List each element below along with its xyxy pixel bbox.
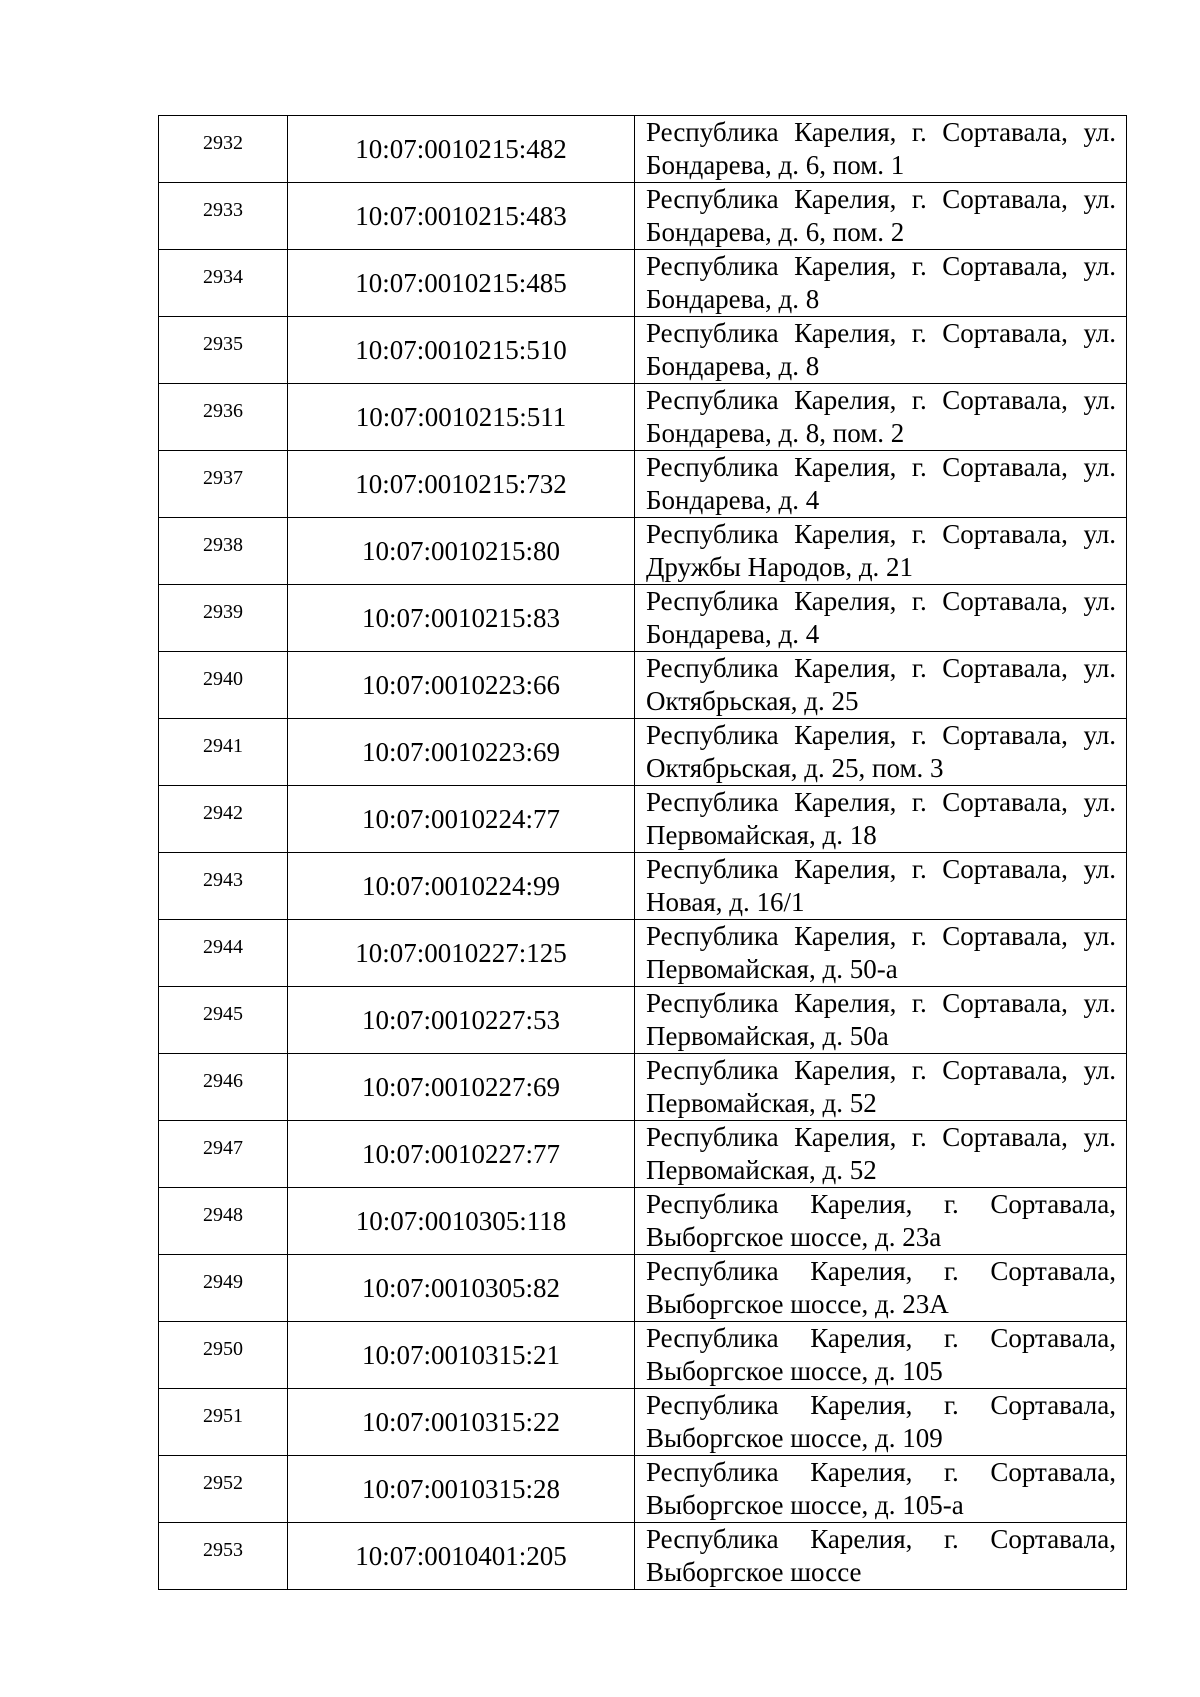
address-cell	[635, 920, 1127, 987]
address-line-2: Выборгское шоссе, д. 109	[646, 1423, 943, 1453]
address-line-2: Бондарева, д. 8	[646, 284, 820, 314]
row-number: 2952	[159, 1456, 288, 1523]
cadastral-number: 10:07:0010223:69	[288, 719, 635, 786]
address-cell	[635, 451, 1127, 518]
address-line-2: Выборгское шоссе, д. 105	[646, 1356, 943, 1386]
address-line-1: Республика Карелия, г. Сортавала,	[646, 1457, 1116, 1487]
address-cell	[635, 1121, 1127, 1188]
cadastral-number: 10:07:0010223:66	[288, 652, 635, 719]
address-line-2: Выборгское шоссе	[646, 1557, 862, 1587]
address-line-2: Выборгское шоссе, д. 23а	[646, 1222, 942, 1252]
table-row	[159, 1188, 1127, 1255]
address-line-1: Республика Карелия, г. Сортавала, ул.	[646, 653, 1116, 683]
address-cell	[635, 317, 1127, 384]
address-line-1: Республика Карелия, г. Сортавала, ул.	[646, 921, 1116, 951]
address-line-1: Республика Карелия, г. Сортавала, ул.	[646, 385, 1116, 415]
address-cell	[635, 1188, 1127, 1255]
records-table	[158, 115, 1127, 1590]
row-number: 2950	[159, 1322, 288, 1389]
cadastral-number: 10:07:0010215:483	[288, 183, 635, 250]
address-cell	[635, 1389, 1127, 1456]
cadastral-number: 10:07:0010227:77	[288, 1121, 635, 1188]
cadastral-number: 10:07:0010215:510	[288, 317, 635, 384]
table-row	[159, 1054, 1127, 1121]
row-number: 2942	[159, 786, 288, 853]
cadastral-number: 10:07:0010315:22	[288, 1389, 635, 1456]
cadastral-number: 10:07:0010305:118	[288, 1188, 635, 1255]
row-number: 2944	[159, 920, 288, 987]
address-line-1: Республика Карелия, г. Сортавала, ул.	[646, 988, 1116, 1018]
table-row	[159, 451, 1127, 518]
table-row	[159, 1322, 1127, 1389]
row-number: 2937	[159, 451, 288, 518]
row-number: 2933	[159, 183, 288, 250]
address-line-2: Новая, д. 16/1	[646, 887, 805, 917]
address-line-2: Выборгское шоссе, д. 23А	[646, 1289, 949, 1319]
address-line-1: Республика Карелия, г. Сортавала, ул.	[646, 720, 1116, 750]
address-cell	[635, 1322, 1127, 1389]
address-cell	[635, 116, 1127, 183]
cadastral-number: 10:07:0010224:77	[288, 786, 635, 853]
row-number: 2946	[159, 1054, 288, 1121]
address-cell	[635, 585, 1127, 652]
address-line-2: Первомайская, д. 52	[646, 1088, 877, 1118]
row-number: 2938	[159, 518, 288, 585]
table-row	[159, 1121, 1127, 1188]
address-line-1: Республика Карелия, г. Сортавала, ул.	[646, 787, 1116, 817]
cadastral-number: 10:07:0010305:82	[288, 1255, 635, 1322]
cadastral-number: 10:07:0010227:53	[288, 987, 635, 1054]
table-row	[159, 1523, 1127, 1590]
address-line-1: Республика Карелия, г. Сортавала, ул.	[646, 251, 1116, 281]
address-cell	[635, 719, 1127, 786]
address-cell	[635, 652, 1127, 719]
address-cell	[635, 250, 1127, 317]
address-line-1: Республика Карелия, г. Сортавала, ул.	[646, 1055, 1116, 1085]
table-row	[159, 1255, 1127, 1322]
table-row	[159, 116, 1127, 183]
address-cell	[635, 1523, 1127, 1590]
address-line-1: Республика Карелия, г. Сортавала, ул.	[646, 184, 1116, 214]
cadastral-number: 10:07:0010215:83	[288, 585, 635, 652]
row-number: 2949	[159, 1255, 288, 1322]
row-number: 2943	[159, 853, 288, 920]
address-line-2: Бондарева, д. 8	[646, 351, 820, 381]
table-row	[159, 317, 1127, 384]
address-cell	[635, 786, 1127, 853]
row-number: 2947	[159, 1121, 288, 1188]
row-number: 2953	[159, 1523, 288, 1590]
row-number: 2940	[159, 652, 288, 719]
cadastral-number: 10:07:0010315:21	[288, 1322, 635, 1389]
address-line-1: Республика Карелия, г. Сортавала,	[646, 1323, 1116, 1353]
address-line-2: Дружбы Народов, д. 21	[646, 552, 914, 582]
address-line-2: Бондарева, д. 4	[646, 485, 820, 515]
address-line-1: Республика Карелия, г. Сортавала, ул.	[646, 586, 1116, 616]
address-line-1: Республика Карелия, г. Сортавала,	[646, 1390, 1116, 1420]
address-line-1: Республика Карелия, г. Сортавала, ул.	[646, 318, 1116, 348]
row-number: 2935	[159, 317, 288, 384]
table-row	[159, 853, 1127, 920]
address-cell	[635, 183, 1127, 250]
cadastral-number: 10:07:0010224:99	[288, 853, 635, 920]
address-line-1: Республика Карелия, г. Сортавала,	[646, 1524, 1116, 1554]
address-line-2: Бондарева, д. 4	[646, 619, 820, 649]
address-cell	[635, 384, 1127, 451]
address-line-2: Первомайская, д. 50а	[646, 1021, 889, 1051]
cadastral-number: 10:07:0010215:482	[288, 116, 635, 183]
row-number: 2945	[159, 987, 288, 1054]
cadastral-number: 10:07:0010401:205	[288, 1523, 635, 1590]
table-row	[159, 920, 1127, 987]
address-cell	[635, 1054, 1127, 1121]
row-number: 2936	[159, 384, 288, 451]
address-cell	[635, 987, 1127, 1054]
address-line-1: Республика Карелия, г. Сортавала,	[646, 1256, 1116, 1286]
table-row	[159, 585, 1127, 652]
table-row	[159, 786, 1127, 853]
records-table-body	[159, 116, 1127, 1590]
row-number: 2941	[159, 719, 288, 786]
address-cell	[635, 853, 1127, 920]
cadastral-number: 10:07:0010315:28	[288, 1456, 635, 1523]
table-row	[159, 183, 1127, 250]
table-row	[159, 1456, 1127, 1523]
row-number: 2932	[159, 116, 288, 183]
address-line-1: Республика Карелия, г. Сортавала, ул.	[646, 1122, 1116, 1152]
address-line-1: Республика Карелия, г. Сортавала, ул.	[646, 519, 1116, 549]
cadastral-number: 10:07:0010215:732	[288, 451, 635, 518]
row-number: 2951	[159, 1389, 288, 1456]
address-cell	[635, 1255, 1127, 1322]
address-cell	[635, 518, 1127, 585]
cadastral-number: 10:07:0010215:511	[288, 384, 635, 451]
address-line-2: Первомайская, д. 52	[646, 1155, 877, 1185]
cadastral-number: 10:07:0010215:80	[288, 518, 635, 585]
address-line-2: Бондарева, д. 8, пом. 2	[646, 418, 905, 448]
table-row	[159, 652, 1127, 719]
address-line-1: Республика Карелия, г. Сортавала, ул.	[646, 854, 1116, 884]
address-line-2: Октябрьская, д. 25, пом. 3	[646, 753, 944, 783]
address-line-2: Бондарева, д. 6, пом. 1	[646, 150, 905, 180]
row-number: 2934	[159, 250, 288, 317]
address-line-1: Республика Карелия, г. Сортавала, ул.	[646, 117, 1116, 147]
table-row	[159, 250, 1127, 317]
cadastral-number: 10:07:0010227:69	[288, 1054, 635, 1121]
address-line-2: Бондарева, д. 6, пом. 2	[646, 217, 905, 247]
table-row	[159, 987, 1127, 1054]
cadastral-number: 10:07:0010227:125	[288, 920, 635, 987]
address-line-2: Выборгское шоссе, д. 105-а	[646, 1490, 964, 1520]
address-line-2: Первомайская, д. 50-а	[646, 954, 898, 984]
row-number: 2948	[159, 1188, 288, 1255]
row-number: 2939	[159, 585, 288, 652]
cadastral-number: 10:07:0010215:485	[288, 250, 635, 317]
address-line-1: Республика Карелия, г. Сортавала, ул.	[646, 452, 1116, 482]
address-cell	[635, 1456, 1127, 1523]
address-line-2: Первомайская, д. 18	[646, 820, 877, 850]
address-line-2: Октябрьская, д. 25	[646, 686, 859, 716]
address-line-1: Республика Карелия, г. Сортавала,	[646, 1189, 1116, 1219]
table-row	[159, 384, 1127, 451]
table-row	[159, 719, 1127, 786]
table-row	[159, 518, 1127, 585]
table-row	[159, 1389, 1127, 1456]
